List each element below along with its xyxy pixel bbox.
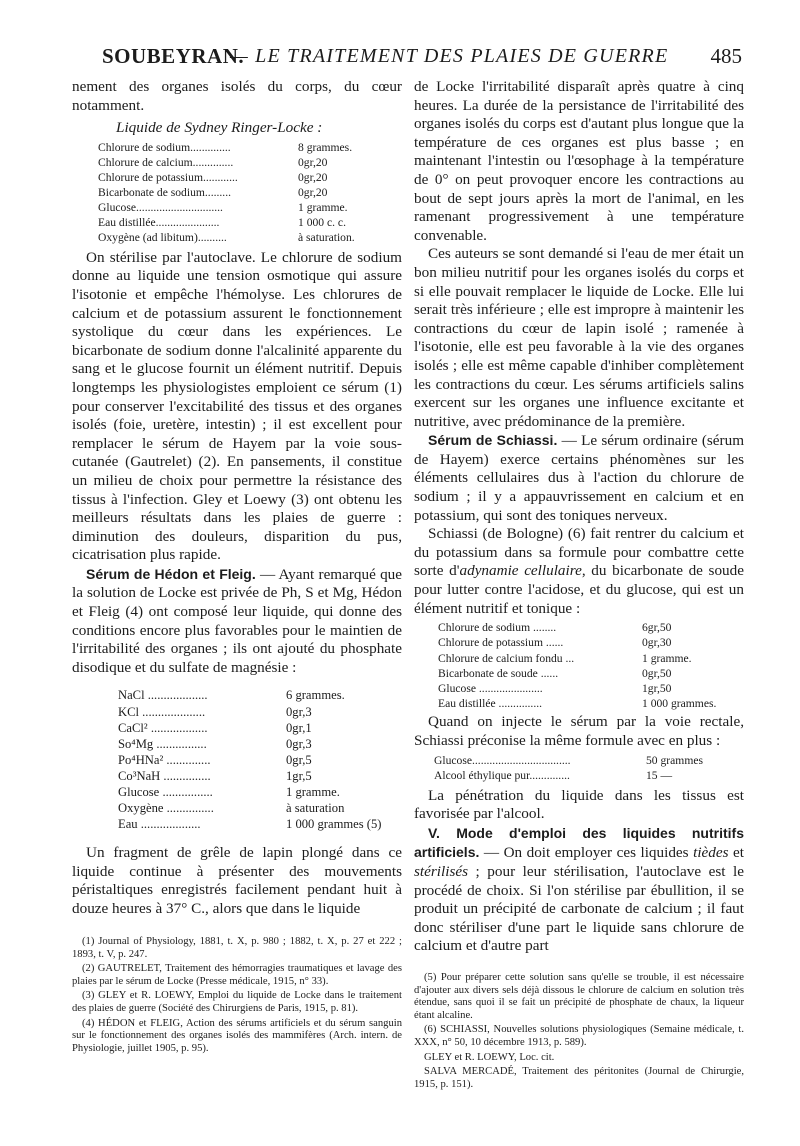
formula-row — [438, 620, 744, 635]
formula-row — [118, 736, 402, 752]
formula-row — [98, 140, 402, 155]
ingredient-quantity: 8 grammes. — [298, 140, 353, 154]
leader-dots: .................... — [142, 704, 206, 719]
ingredient-quantity: à saturation. — [298, 230, 355, 244]
ingredient-name: So⁴Mg — [118, 736, 154, 751]
ingredient-name: Chlorure de potassium — [438, 636, 543, 650]
paragraph-mode-emploi — [414, 824, 744, 956]
formula-row — [438, 696, 744, 711]
schiassi-formula-table — [438, 620, 744, 711]
paragraph — [414, 525, 744, 618]
ingredient-name: Glucose — [118, 785, 160, 799]
section-heading: Sérum de Schiassi. — [428, 432, 558, 449]
section-heading: Sérum de Hédon et Fleig. — [86, 565, 256, 582]
paragraph-schiassi — [414, 431, 744, 525]
ingredient-name: Eau distillée — [98, 215, 156, 229]
leader-dots: ................... — [147, 688, 208, 703]
formula-row — [98, 155, 402, 170]
leader-dots: ............... — [166, 801, 214, 816]
ingredient-quantity: 15 — — [646, 768, 673, 782]
ingredient-quantity: à saturation — [286, 801, 345, 816]
ingredient-name: KCl — [118, 704, 139, 719]
formula-row — [98, 215, 402, 230]
footnote: (6) SCHIASSI, Nouvelles solutions physiologiques (Semaine médicale, t. XXX, n° 50, 10 décembre 1913, p. 589). — [414, 1024, 744, 1048]
header-title: — LE TRAITEMENT DES PLAIES DE GUERRE — [230, 45, 669, 67]
paragraph-text: Schiassi (de Bologne) (6) fait rentrer du calcium et du potassium dans sa formule pour combattre cette sorte d' — [414, 525, 744, 580]
formula-row — [98, 170, 402, 185]
emphasis: adynamie cellulaire — [459, 562, 582, 580]
paragraph-text: — Le sérum ordinaire (sérum de Hayem) exerce certains phénomènes sur les éléments cellulaires dus à l'action du chlorure de sodium ; il y a appauvrissement en calcium et en potassium, qui sont des toniques nerveux. — [414, 432, 745, 524]
leader-dots: ................ — [156, 736, 207, 751]
ingredient-quantity: 0gr,1 — [286, 720, 312, 735]
footnote: (2) GAUTRELET, Traitement des hémorragies traumatiques et lavage des plaies par le sérum de Locke (Presse médicale, 1915, n° 33). — [72, 963, 402, 987]
footnote: SALVA MERCADÉ, Traitement des péritonites (Journal de Chirurgie, 1915, p. 151). — [414, 1066, 744, 1090]
ingredient-quantity: 1gr,50 — [642, 682, 672, 696]
ingredient-quantity: 0gr,3 — [286, 704, 312, 719]
leader-dots: ...... — [540, 666, 559, 680]
ingredient-quantity: 0gr,3 — [286, 736, 312, 751]
paragraph-text: — On doit employer ces liquides — [483, 844, 694, 862]
header-author: SOUBEYRAN. — [102, 44, 245, 68]
footnote: GLEY et R. LOEWY, Loc. cit. — [424, 1051, 555, 1063]
paragraph-text: — Ayant remarqué que la solution de Locke est privée de Ph, S et Mg, Hédon et Fleig (4) ont composé leur liquide, qui donne des conditions encore plus favorables pour le maintien de l'irritabilité des organes ; ils ont ajouté du phosphate disodique et du sulfate de magnésie : — [72, 565, 403, 676]
paragraph-text: , du bicarbonate de soude pour lutter contre l'acidose, et du glucose, qui est un élément nutritif et tonique : — [414, 562, 744, 617]
formula-row — [438, 635, 744, 650]
paragraph: On stérilise par l'autoclave. Le chlorure de sodium donne au liquide une tension osmotique qui assure l'isotonie et empêche l'hémolyse. Les chlorures de calcium et de potassium assurent le fonctionnement systolique du cœur dans les expériences. Le bicarbonate de sodium donne l'alcalinité apparente du sang et le glucose fournit un élément nutritif. Depuis longtemps les physiologistes emploient ce sérum (1) pour conserver l'excitabilité des tissus et des organes isolés (foie, uretère, intestin) ; il est excellent pour remplacer le sérum de Hayem par la voie sous-cutanée (Gautrelet) (2). En pansements, il constitue un milieu de choix pour permettre la résistance des tissus à l'infection. Gley et Loewy (3) ont obtenu les meilleurs résultats dans les plaies de guerre : diminution des douleurs, disparition du pus, cicatrisation plus rapide. — [72, 248, 402, 564]
ingredient-quantity: 1 gramme. — [298, 200, 348, 214]
formula-row — [118, 704, 402, 720]
ingredient-quantity: 1gr,5 — [286, 768, 312, 783]
emphasis: tièdes — [693, 844, 729, 862]
ingredient-quantity: 1 000 grammes (5) — [286, 817, 382, 832]
ingredient-name: Chlorure de sodium — [98, 140, 191, 154]
ingredient-name: Glucose — [98, 200, 136, 214]
footnote: (5) Pour préparer cette solution sans qu'elle se trouble, il est nécessaire d'ajouter aux divers sels déjà dissous le chlorure de calcium en solution très étendue, sans quoi il se fait un précipité de phosphate de chaux, la liqueur étant alcaline. — [414, 972, 744, 1021]
leader-dots: .............. — [529, 768, 570, 782]
leader-dots: ................ — [162, 785, 213, 799]
ingredient-quantity: 0gr,30 — [642, 636, 672, 650]
ingredient-name: Bicarbonate de soude — [438, 666, 538, 680]
paragraph-hedon — [72, 565, 402, 678]
formula-row — [98, 230, 402, 245]
ingredient-quantity: 0gr,50 — [642, 666, 672, 680]
ingredient-name: Eau — [118, 817, 138, 832]
ingredient-quantity: 1 gramme. — [286, 785, 340, 799]
formula-row — [434, 753, 744, 768]
ingredient-quantity: 1 000 grammes. — [642, 697, 717, 711]
paragraph: de Locke l'irritabilité disparaît après quatre à cinq heures. La durée de la persistance de l'irritabilité des organes isolés du corps est d'autant plus longue que la température de ces organes est plus basse ; en maintenant l'intestin ou l'œsophage à la température de 0° on peut provoquer encore les contractions au bout de sept jours après la mort de l'animal, en les ramenant progressivement à une température convenable. — [414, 78, 744, 244]
leader-dots: .................................. — [472, 753, 571, 767]
page-number: 485 — [710, 44, 742, 68]
leader-dots: .............. — [190, 140, 231, 154]
formula-row — [98, 185, 402, 200]
paragraph-text: et — [728, 844, 744, 862]
footnotes-right — [414, 972, 744, 1093]
ingredient-name: NaCl — [118, 688, 145, 703]
formula-row — [118, 800, 402, 816]
ingredient-name: Glucose — [438, 682, 476, 696]
footnote: (1) Journal of Physiology, 1881, t. X, p. 980 ; 1882, t. X, p. 27 et 222 ; 1893, t. V, p. 247. — [72, 936, 402, 960]
leader-dots: .............................. — [136, 200, 223, 214]
footnote: (4) HÉDON et FLEIG, Action des sérums artificiels et du sérum sanguin sur le fonctionnement des organes isolés des mammifères (Arch. intern. de Physiologie, juillet 1905, p. 95). — [72, 1017, 402, 1054]
ingredient-name: Chlorure de potassium — [98, 170, 203, 184]
leader-dots: ... — [565, 651, 575, 665]
formula-row — [118, 784, 402, 800]
ingredient-name: Bicarbonate de sodium — [98, 185, 205, 199]
ingredient-name: Oxygène — [118, 801, 164, 816]
formula-row — [118, 720, 402, 736]
formula-row — [438, 681, 744, 696]
ingredient-name: Chlorure de calcium fondu — [438, 651, 563, 665]
ingredient-quantity: 0gr,5 — [286, 752, 312, 767]
leader-dots: .............. — [166, 752, 211, 767]
ingredient-quantity: 0gr,20 — [298, 185, 328, 199]
ingredient-name: Chlorure de sodium — [438, 621, 531, 635]
paragraph: Un fragment de grêle de lapin plongé dans ce liquide continue à présenter des mouvements péristaltiques enregistrés facilement pendant huit à douze heures à 37° C., alors que dans le liquide — [72, 844, 402, 918]
paragraph-text: ; pour leur stérilisation, l'autoclave est le procédé de choix. Si l'on stérilise par ébullition, il se produit un précipité de carbonate de calcium ; il faut donc stériliser d'une part le liquide sans chlorure de calcium et d'autre part — [414, 863, 744, 955]
ingredient-name: Oxygène (ad libitum) — [98, 230, 198, 244]
paragraph: nement des organes isolés du corps, du cœur notamment. — [72, 78, 402, 114]
section-heading: V. Mode d'emploi des liquides nutritifs artificiels. — [414, 824, 744, 861]
leader-dots: .......... — [197, 230, 227, 244]
ingredient-name: Chlorure de calcium — [98, 155, 193, 169]
leader-dots: ............... — [498, 697, 543, 711]
leader-dots: .................. — [150, 720, 208, 735]
formula-row — [98, 200, 402, 215]
paragraph: Ces auteurs se sont demandé si l'eau de mer était un bon milieu nutritif pour les organes isolés du corps et si elle pouvait remplacer le liquide de Locke. Elle lui serait très inférieure ; elle est impropre à maintenir les contractions du cœur de lapin isolé ; ramenée à l'isotonie, elle est peu favorable à la vie des organes isolés ; elle est même capable d'inhiber complètement les contractions du cœur. Les sérums artificiels salins exercent sur les organes une influence excitante et nutritive, avec prédominance de la première. — [414, 245, 744, 430]
paragraph: Quand on injecte le sérum par la voie rectale, Schiassi préconise la même formule avec en plus : — [414, 713, 744, 750]
ingredient-quantity: 6gr,50 — [642, 621, 672, 635]
ingredient-quantity: 1 000 c. c. — [298, 215, 346, 229]
locke-title: Liquide de Sydney Ringer-Locke : — [116, 119, 323, 137]
formula-row — [438, 666, 744, 681]
ingredient-name: Alcool éthylique pur — [434, 768, 530, 782]
ingredient-quantity: 0gr,20 — [298, 170, 328, 184]
formula-row — [438, 651, 744, 666]
ingredient-quantity: 1 gramme. — [642, 651, 692, 665]
leader-dots: ............... — [163, 768, 211, 783]
emphasis: stérilisés — [414, 863, 469, 880]
formula-row — [118, 768, 402, 784]
left-column — [72, 78, 402, 919]
formula-row — [118, 687, 402, 703]
leader-dots: ......... — [204, 185, 231, 199]
footnotes-left — [72, 936, 402, 1057]
ingredient-name: Co³NaH — [118, 768, 161, 783]
paragraph: La pénétration du liquide dans les tissus est favorisée par l'alcool. — [414, 786, 744, 823]
leader-dots: ........ — [533, 621, 557, 635]
leader-dots: ...................... — [155, 215, 220, 229]
ingredient-name: Eau distillée — [438, 697, 496, 711]
leader-dots: ................... — [140, 817, 201, 832]
formula-row — [434, 768, 744, 783]
formula-row — [118, 752, 402, 768]
ingredient-quantity: 0gr,20 — [298, 155, 328, 169]
rectal-formula-table — [434, 753, 744, 783]
ingredient-quantity: 50 grammes — [646, 753, 703, 767]
leader-dots: ...... — [545, 636, 564, 650]
running-header — [102, 44, 742, 72]
hedon-formula-table — [118, 687, 402, 832]
leader-dots: ...................... — [478, 682, 543, 696]
ingredient-name: Glucose — [434, 753, 472, 767]
leader-dots: ............ — [202, 170, 238, 184]
formula-row — [118, 816, 402, 832]
footnote: (3) GLEY et R. LOEWY, Emploi du liquide de Locke dans le traitement des plaies de guerre (Société des Chirurgiens de Paris, 1915, p. 81). — [72, 990, 402, 1014]
ingredient-name: Po⁴HNa² — [118, 752, 164, 767]
locke-formula-table — [98, 140, 402, 245]
right-column — [414, 78, 744, 956]
leader-dots: .............. — [192, 155, 234, 169]
ingredient-quantity: 6 grammes. — [286, 688, 345, 703]
ingredient-name: CaCl² — [118, 720, 148, 735]
